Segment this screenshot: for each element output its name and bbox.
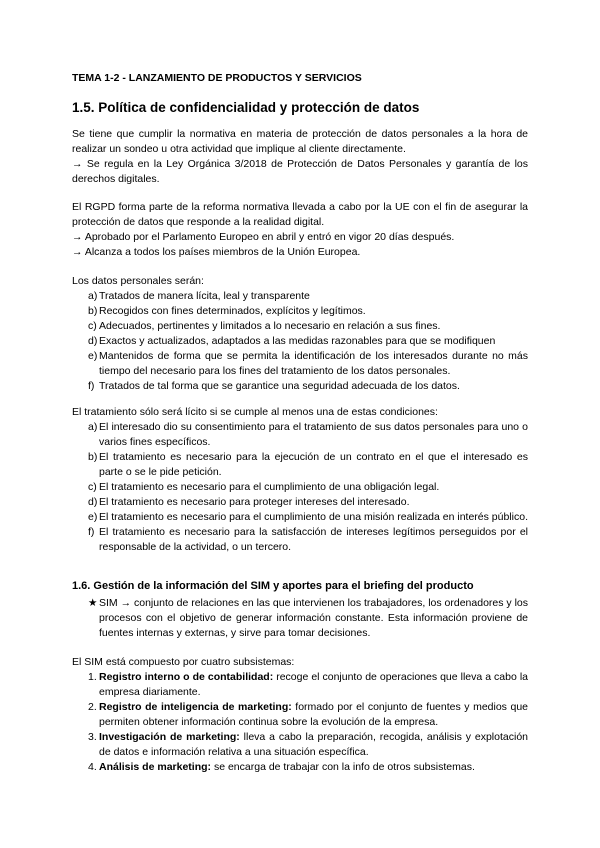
list-item xyxy=(72,420,528,450)
list-marker: d) xyxy=(88,335,98,347)
list-marker: 3. xyxy=(88,731,97,743)
list-marker: b) xyxy=(88,305,98,317)
list-marker: c) xyxy=(88,481,97,493)
list-marker: 1. xyxy=(88,671,97,683)
star-bullet-icon: ★ xyxy=(88,597,98,609)
paragraph-normativa: Se tiene que cumplir la normativa en materia de protección de datos personales a la hora de realizar un sondeo u otra actividad que implique al cliente directamente. xyxy=(72,128,528,155)
section-1-6-title: 1.6. Gestión de la información del SIM y aportes para el briefing del producto xyxy=(72,580,474,592)
paragraph-rgpd: El RGPD forma parte de la reforma normativa llevada a cabo por la UE con el fin de asegurar la protección de datos que responde a la realidad digital. xyxy=(72,201,528,228)
list-item-text: Recogidos con fines determinados, explícitos y legítimos. xyxy=(99,305,366,317)
list-marker: f) xyxy=(88,526,95,538)
list-marker: 4. xyxy=(88,761,97,773)
subsystems-list xyxy=(72,670,528,775)
list-item-text: recoge el conjunto de operaciones que lleva a cabo la empresa diariamente. xyxy=(99,671,529,698)
list-marker: c) xyxy=(88,320,97,332)
list-item-text: se encarga de trabajar con la info de otros subsistemas. xyxy=(211,761,475,773)
list1 xyxy=(72,289,528,394)
list-marker: 2. xyxy=(88,701,97,713)
list-item xyxy=(72,510,528,525)
list-item-term: Registro de inteligencia de marketing: xyxy=(99,701,292,713)
list-item xyxy=(72,525,528,555)
list-item xyxy=(72,379,528,394)
list-item-text: Adecuados, pertinentes y limitados a lo necesario en relación a sus fines. xyxy=(99,320,441,332)
list-item xyxy=(72,304,528,319)
sim-definition xyxy=(72,596,528,641)
list-item xyxy=(72,700,528,730)
list-item xyxy=(72,450,528,480)
list-item xyxy=(72,334,528,349)
list-item xyxy=(72,480,528,495)
list-marker: f) xyxy=(88,380,95,392)
paragraph-ley-organica: → Se regula en la Ley Orgánica 3/2018 de Protección de Datos Personales y garantía de los derechos digitales. xyxy=(72,158,528,185)
list2-intro: El tratamiento sólo será lícito si se cumple al menos una de estas condiciones: xyxy=(72,406,438,418)
list-marker: e) xyxy=(88,511,98,523)
list1-intro: Los datos personales serán: xyxy=(72,275,204,287)
paragraph-aprobado: → Aprobado por el Parlamento Europeo en abril y entró en vigor 20 días después. xyxy=(72,231,455,243)
list-item-term: Análisis de marketing: xyxy=(99,761,212,773)
list-marker: a) xyxy=(88,290,98,302)
list-item xyxy=(72,760,528,775)
list-marker: b) xyxy=(88,451,98,463)
list-item-text: El tratamiento es necesario para la ejecución de un contrato en el que el interesado es parte o se le pide petición. xyxy=(99,451,528,478)
list-item xyxy=(72,730,528,760)
list-item xyxy=(72,596,528,641)
list-item-text: SIM → conjunto de relaciones en las que intervienen los trabajadores, los ordenadores y los procesos con el objetivo de generar información constante. Esta información proviene de fuentes internas y externas, y sirve para tomar decisiones. xyxy=(99,597,528,639)
list-item-text: Exactos y actualizados, adaptados a las medidas razonables para que se modifiquen xyxy=(99,335,496,347)
section-1-5-title: 1.5. Política de confidencialidad y protección de datos xyxy=(72,100,420,115)
list-item xyxy=(72,319,528,334)
list-item-text: El interesado dio su consentimiento para el tratamiento de sus datos personales para uno o varios fines específicos. xyxy=(99,421,528,448)
list-item xyxy=(72,495,528,510)
list-marker: e) xyxy=(88,350,98,362)
list-item-text: Tratados de manera lícita, leal y transparente xyxy=(99,290,310,302)
list-item-term: Registro interno o de contabilidad: xyxy=(99,671,274,683)
list-marker: a) xyxy=(88,421,98,433)
list-item-term: Investigación de marketing: xyxy=(99,731,240,743)
list-marker: d) xyxy=(88,496,98,508)
list-item xyxy=(72,289,528,304)
list2 xyxy=(72,420,528,555)
paragraph-alcanza: → Alcanza a todos los países miembros de la Unión Europea. xyxy=(72,246,361,258)
list-item-text: Tratados de tal forma que se garantice una seguridad adecuada de los datos. xyxy=(99,380,460,392)
list-item xyxy=(72,349,528,379)
list-item-text: lleva a cabo la preparación, recogida, análisis y explotación de datos e información relativa a una situación específica. xyxy=(99,731,528,758)
list-item-text: Mantenidos de forma que se permita la identificación de los interesados durante no más tiempo del necesario para los fines del tratamiento de los datos personales. xyxy=(99,350,528,377)
list-item-text: El tratamiento es necesario para proteger intereses del interesado. xyxy=(99,496,410,508)
list-item xyxy=(72,670,528,700)
document-header: TEMA 1-2 - LANZAMIENTO DE PRODUCTOS Y SERVICIOS xyxy=(72,72,362,84)
list-item-text: El tratamiento es necesario para el cumplimiento de una obligación legal. xyxy=(99,481,440,493)
list-item-text: El tratamiento es necesario para el cumplimiento de una misión realizada en interés público. xyxy=(99,511,528,523)
subsystems-intro: El SIM está compuesto por cuatro subsistemas: xyxy=(72,656,295,668)
list-item-text: El tratamiento es necesario para la satisfacción de intereses legítimos perseguidos por el responsable de la actividad, o un tercero. xyxy=(99,526,528,553)
list-item-text: formado por el conjunto de fuentes y medios que permiten obtener información continua sobre la evolución de la empresa. xyxy=(99,701,528,728)
